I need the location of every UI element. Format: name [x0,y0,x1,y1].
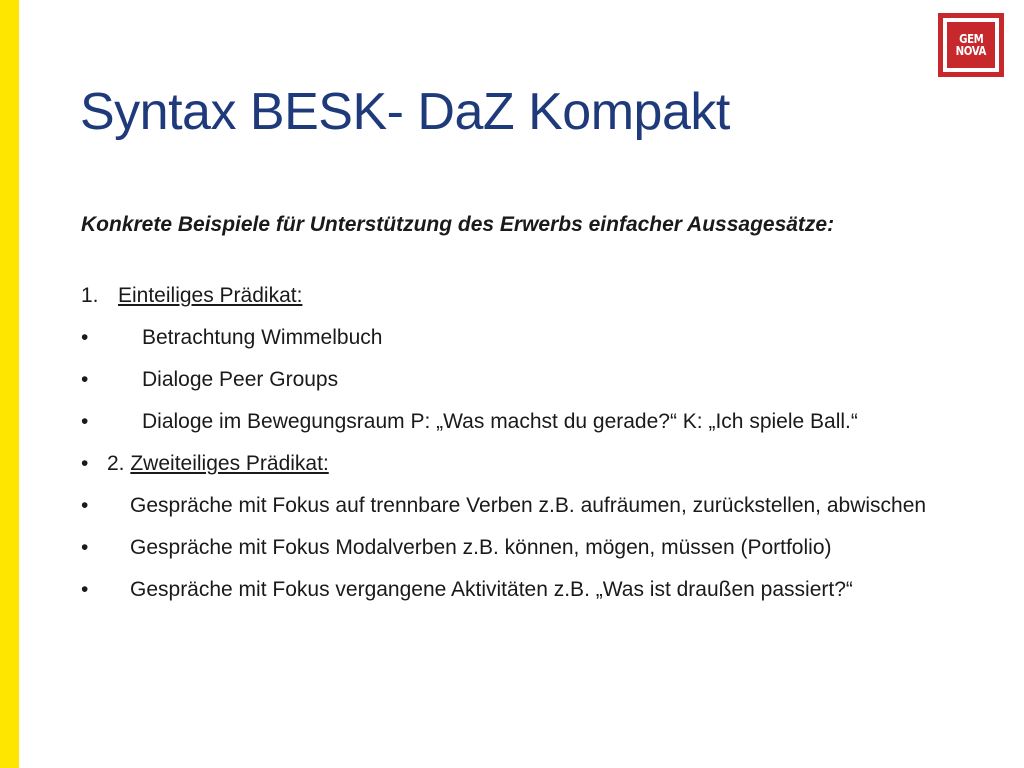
logo-text-line1: GEM [958,32,984,46]
list-number: 1. [81,284,99,307]
list-item-text: Gespräche mit Fokus Modalverben z.B. können, mögen, müssen (Portfolio) [130,536,832,559]
slide-subtitle: Konkrete Beispiele für Unterstützung des Erwerbs einfacher Aussagesätze: [81,213,835,236]
bullet-icon: • [81,494,89,517]
list-item-text: Dialoge im Bewegungsraum P: „Was machst du gerade?“ K: „Ich spiele Ball.“ [142,410,858,433]
bullet-icon: • [81,326,89,349]
bullet-icon: • [81,368,89,391]
bullet-icon: • [81,578,89,601]
list-item [81,367,981,393]
bullet-icon: • [81,410,89,433]
list-heading-zweiteilig: Zweiteiliges Prädikat: [130,452,329,475]
list-item-numbered-2 [81,451,981,477]
bullet-icon: • [81,452,89,475]
list-item-text: Gespräche mit Fokus vergangene Aktivitäten z.B. „Was ist draußen passiert?“ [130,578,853,601]
list-item [81,577,981,603]
list-item-text: Gespräche mit Fokus auf trennbare Verben z.B. aufräumen, zurückstellen, abwischen [130,494,927,517]
bullet-list [81,283,981,619]
list-item [81,493,981,519]
accent-bar [0,0,19,768]
list-item-numbered-1 [81,283,981,309]
list-item [81,409,981,435]
list-item-text: Dialoge Peer Groups [142,368,339,391]
bullet-icon: • [81,536,89,559]
list-item-text: Betrachtung Wimmelbuch [142,326,383,349]
list-item [81,535,981,561]
list-heading-einteilig: Einteiliges Prädikat: [118,284,303,307]
list-item [81,325,981,351]
slide-title: Syntax BESK- DaZ Kompakt [80,83,730,141]
list-number: 2. [107,452,125,475]
logo-text-line2: NOVA [955,44,987,58]
gemnova-logo [938,13,1004,77]
